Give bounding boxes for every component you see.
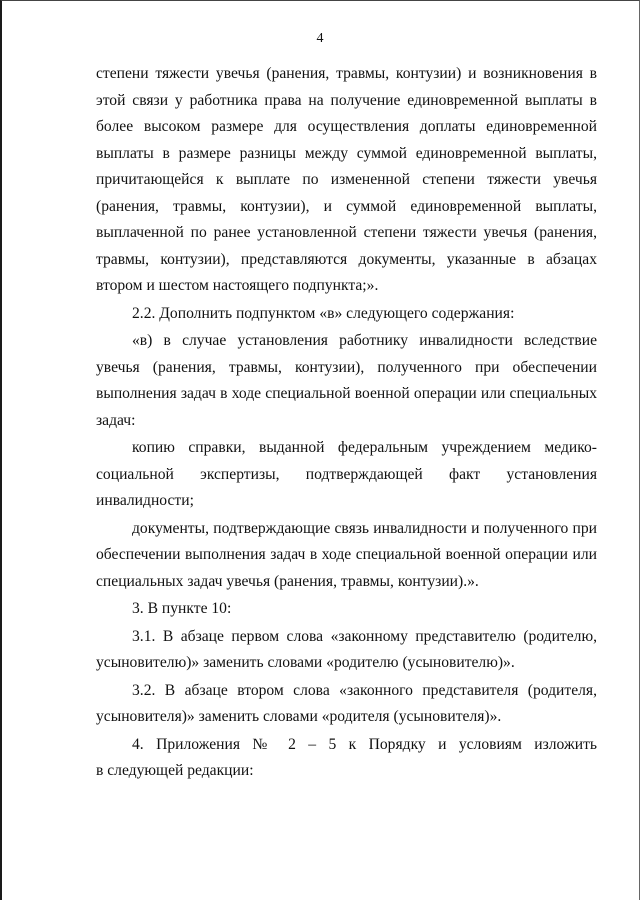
- paragraph-2-2: 2.2. Дополнить подпунктом «в» следующего содержания:: [132, 304, 515, 322]
- paragraph-certificate-copy: копию справки, выданной федеральным учреждением медико-социальной экспертизы, подтверждающей факт установления инвалидности;: [96, 439, 597, 509]
- paragraph-documents: документы, подтверждающие связь инвалидности и полученного при обеспечении выполнения задач в ходе специальной военной операции или специальных задач увечья (ранения, травмы, контузии).».: [96, 519, 597, 590]
- document-body: [96, 61, 597, 785]
- paragraph-3-1: 3.1. В абзаце первом слова «законному представителю (родителю, усыновителю)» заменить словами «родителю (усыновителю)».: [96, 627, 597, 671]
- paragraph-4-line-2: в следующей редакции:: [96, 762, 254, 779]
- paragraph-continuation: степени тяжести увечья (ранения, травмы, контузии) и возникновения в этой связи у работника права на получение единовременной выплаты в более высоком размере для осуществления доплаты единовременной выплаты в размере разницы между суммой единовременной выплаты, причитающейся к выплате по измененной степени тяжести увечья (ранения, травмы, контузии), и суммой единовременной выплаты, выплаченной по ранее установленной степени тяжести увечья (ранения, травмы, контузии), представляются документы, указанные в абзацах втором и шестом настоящего подпункта;».: [96, 65, 597, 294]
- paragraph-subpoint-v: «в) в случае установления работнику инвалидности вследствие увечья (ранения, травмы, контузии), полученного при обеспечении выполнения задач в ходе специальной военной операции или специальных задач:: [96, 332, 597, 429]
- page-number: 4: [316, 31, 324, 46]
- paragraph-4-line-1: 4. Приложения № 2 – 5 к Порядку и условиям изложить: [132, 735, 597, 753]
- paragraph-3: 3. В пункте 10:: [132, 600, 232, 617]
- paragraph-3-2: 3.2. В абзаце втором слова «законного представителя (родителя, усыновителя)» заменить словами «родителя (усыновителя)».: [96, 681, 597, 725]
